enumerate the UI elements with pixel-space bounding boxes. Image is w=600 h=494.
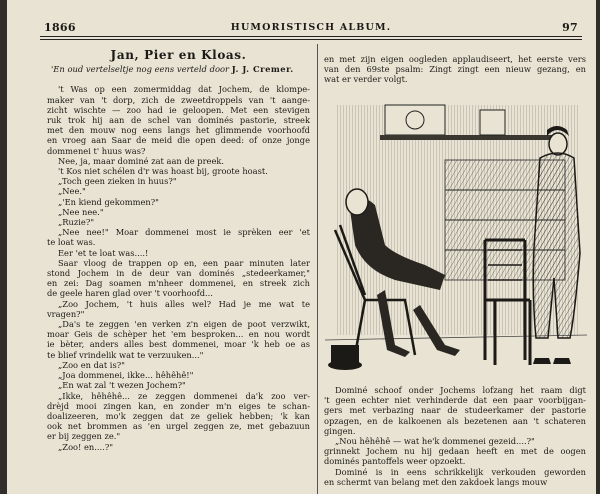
text-line: „Zoo en dat is?"	[58, 359, 125, 370]
text-line: en vroeg aan Saar de meid die open deed: of onze jonge	[47, 135, 310, 146]
header-title: HUMORISTISCH ALBUM.	[230, 22, 392, 33]
text-line: 't Kos niet schélen d'r was hoast bij, groote hoast.	[58, 166, 268, 177]
text-line: maker van 't dorp, zich de zweetdroppels van 't aange-	[47, 94, 310, 105]
left-column	[47, 44, 310, 452]
text-line: Dominé schoof onder Jochems lofzang het raam digt	[335, 385, 586, 395]
text-line: met den mouw nog eens langs het glimmende voorhoofd	[47, 125, 310, 136]
text-line: „Nee nee!" Moar dommenei most ie sprèken eer 'et	[58, 227, 310, 238]
header-year: 1866	[44, 21, 76, 34]
text-line: zicht wischte — zoo had ie geloopen. Met een stevigen	[47, 104, 310, 115]
text-line: ook net brommen as 'en urgel zeggen ze, met gebazuun	[47, 421, 310, 432]
text-line: „'En kiend gekommen?"	[58, 196, 159, 207]
text-line: te blief vrindelik wat te verzuuken..."	[47, 349, 204, 360]
book-page	[4, 0, 596, 494]
subtitle-text: 'En oud vertelseltje nog eens verteld door	[51, 64, 230, 75]
text-line: drèjd mooi zingen kan, en zonder m'n eiges te schan-	[47, 400, 310, 411]
text-line: er bij zeggen ze."	[47, 431, 121, 442]
text-line: Saar vloog de trappen op en, een paar minuten later	[58, 257, 310, 268]
text-line: moar Geis de schèper het 'em besproken... en nou wordt	[47, 329, 310, 340]
text-line: opzagen, en de kalkoenen als bezetenen aan 't schateren	[324, 415, 586, 426]
text-line: Dominé is in eens schrikkelijk verkouden geworden	[335, 466, 586, 477]
text-line: „Nou hêhêhê — wat he'k dommenei gezeid....?"	[335, 436, 535, 447]
text-line: stond Jochem in de deur van dominés „stedeerkamer,"	[47, 268, 310, 279]
text-line: gingen.	[324, 425, 356, 436]
text-line: ruk trok hij aan de schel van dominés pastorie, streek	[47, 115, 310, 126]
text-line: gers met verbazing naar de studeerkamer der pastorie	[324, 405, 586, 416]
text-line: „Nee nee."	[58, 206, 104, 217]
text-line: van den 69ste psalm: Zingt zingt een nieuw gezang, en	[324, 64, 586, 75]
text-line: „En wat zal 't wezen Jochem?"	[58, 380, 186, 391]
header-rule	[40, 36, 582, 37]
text-line: en met zijn eigen oogleden applaudiseert, het eerste vers	[324, 54, 586, 64]
text-line: „Nee."	[58, 186, 86, 197]
page-edge	[4, 0, 7, 494]
text-line: en zei: Dag soamen m'nheer dommenei, en streek zich	[47, 278, 310, 289]
right-column-top-text	[324, 54, 586, 85]
text-line: wat er verder volgt.	[324, 74, 408, 85]
text-line: „Ikke, hêhêhê... ze zeggen dommenei da'k zoo ver-	[58, 390, 310, 401]
text-line: „Joa dommenei, ikke... hêhêhê!"	[58, 370, 194, 381]
text-line: „Da's te zeggen 'en verken z'n eigen de poot verzwikt,	[58, 319, 310, 330]
text-line: Nee, ja, maar dominé zat aan de preek.	[58, 155, 225, 166]
text-line: „Toch geen zieken in huus?"	[58, 176, 177, 187]
text-line: grinnekt Jochem nu hij gedaan heeft en met de oogen	[324, 446, 586, 457]
text-line: en schermt van belang met den zakdoek langs mouw	[324, 476, 548, 487]
text-line: Eer 'et te loat was....!	[58, 247, 149, 258]
text-line: „Ruzie?"	[58, 217, 95, 228]
text-line: te loat was.	[47, 237, 96, 248]
running-header	[40, 21, 582, 37]
text-line: dommenei t' huus was?	[47, 145, 146, 156]
header-page-number: 97	[562, 21, 578, 34]
article-title: Jan, Pier en Kloas.	[110, 48, 247, 62]
article-subtitle	[51, 64, 310, 74]
right-column-bottom-text	[324, 385, 586, 487]
text-line: „Zoo! en....?"	[58, 441, 114, 452]
text-line: vragen?"	[47, 308, 85, 319]
engraving-illustration	[325, 100, 587, 375]
column-divider	[317, 44, 318, 494]
text-line: ie bèter, anders alles best dommenei, moar 'k heb oe as	[47, 339, 310, 350]
subtitle-author: J. J. Cremer.	[231, 64, 294, 75]
text-line: doalizeeren, mo'k zeggen dat ze geliek hebben; 'k kan	[47, 410, 310, 421]
header-rule-thin	[40, 39, 582, 40]
text-line: 't Was op een zomermiddag dat Jochem, de klompe-	[58, 84, 310, 95]
left-body-text	[47, 84, 310, 451]
text-line: dominés pantoffels weer opzoekt.	[324, 456, 466, 467]
text-line: „Zoo Jochem, 't huis alles wel? Had je me wat te	[58, 298, 310, 309]
text-line: 't geen echter niet verhinderde dat een paar voorbijgan-	[324, 395, 586, 406]
text-line: de geele haren glad over 't voorhoofd...	[47, 288, 213, 299]
